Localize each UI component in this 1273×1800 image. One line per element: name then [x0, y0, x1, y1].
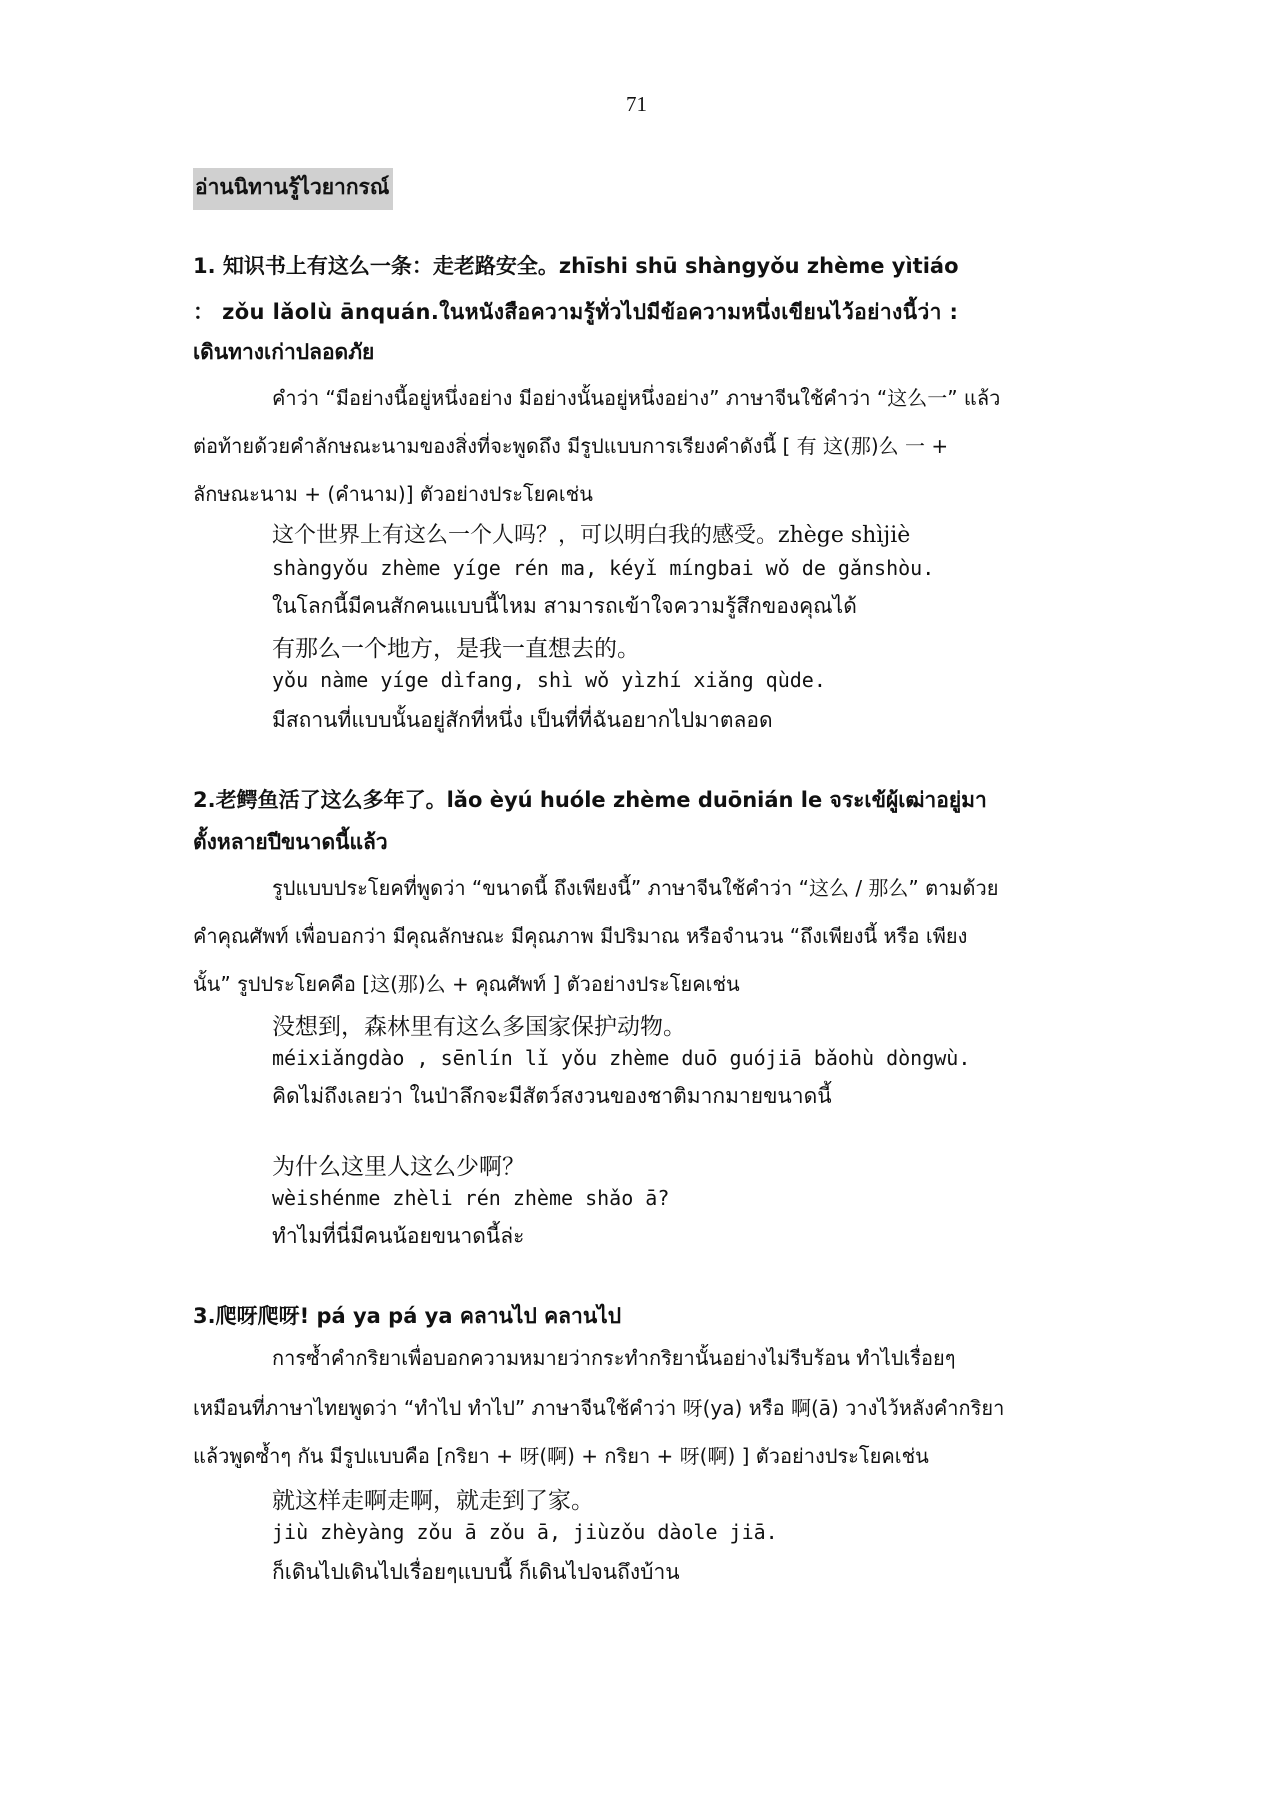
section-1-title-line-1: 1. 知识书上有这么一条：走老路安全。zhīshi shū shàngyǒu zhème yìtiáo — [193, 254, 959, 278]
section-heading: อ่านนิทานรู้ไวยากรณ์ — [193, 168, 393, 210]
section-1-title-line-2: ： zǒu lǎolù ānquán.ในหนังสือความรู้ทั่วไปมีข้อความหนึ่งเขียนไว้อย่างนี้ว่า : — [193, 300, 959, 324]
example-1-pinyin: shàngyǒu zhème yíge rén ma, kéyǐ míngbai wǒ de gǎnshòu. — [272, 556, 935, 580]
example-2-thai: มีสถานที่แบบนั้นอยู่สักที่หนึ่ง เป็นที่ที่ฉันอยากไปมาตลอด — [272, 708, 773, 732]
section-3-explanation-line-1: การซ้ำคำกริยาเพื่อบอกความหมายว่ากระทำกริยานั้นอย่างไม่รีบร้อน ทำไปเรื่อยๆ — [272, 1346, 956, 1370]
section-2-explanation-line-2: คำคุณศัพท์ เพื่อบอกว่า มีคุณลักษณะ มีคุณภาพ มีปริมาณ หรือจำนวน “ถึงเพียงนี้ หรือ เพียง — [193, 924, 968, 948]
section-2-title-line-1: 2.老鳄鱼活了这么多年了。lǎo èyú huóle zhème duōnián le จระเข้ผู้เฒ่าอยู่มา — [193, 788, 987, 812]
section-3-explanation-line-2: เหมือนที่ภาษาไทยพูดว่า “ทำไป ทำไป” ภาษาจีนใช้คำว่า 呀(ya) หรือ 啊(ā) วางไว้หลังคำกริยา — [193, 1396, 1005, 1420]
example-5-pinyin: jiù zhèyàng zǒu ā zǒu ā, jiùzǒu dàole jiā. — [272, 1520, 778, 1544]
section-1-title-line-3: เดินทางเก่าปลอดภัย — [193, 340, 375, 364]
example-3-thai: คิดไม่ถึงเลยว่า ในป่าลึกจะมีสัตว์สงวนของชาติมากมายขนาดนี้ — [272, 1084, 832, 1108]
section-2-explanation-line-3: นั้น” รูปประโยคคือ [这(那)么 + คุณศัพท์ ] ตัวอย่างประโยคเช่น — [193, 972, 740, 996]
section-2-title-line-2: ตั้งหลายปีขนาดนี้แล้ว — [193, 830, 388, 854]
example-2-chinese: 有那么一个地方，是我一直想去的。 — [272, 636, 640, 662]
section-1-explanation-line-3: ลักษณะนาม + (คำนาม)] ตัวอย่างประโยคเช่น — [193, 482, 593, 506]
section-1-explanation-line-2: ต่อท้ายด้วยคำลักษณะนามของสิ่งที่จะพูดถึง มีรูปแบบการเรียงคำดังนี้ [ 有 这(那)么 一 + — [193, 434, 949, 458]
example-1-chinese: 这个世界上有这么一个人吗？，可以明白我的感受。zhège shìjiè — [272, 523, 911, 548]
example-5-thai: ก็เดินไปเดินไปเรื่อยๆแบบนี้ ก็เดินไปจนถึงบ้าน — [272, 1560, 680, 1584]
example-4-thai: ทำไมที่นี่มีคนน้อยขนาดนี้ล่ะ — [272, 1224, 525, 1248]
page-number: 71 — [626, 92, 647, 116]
example-5-chinese: 就这样走啊走啊，就走到了家。 — [272, 1488, 594, 1514]
section-3-explanation-line-3: แล้วพูดซ้ำๆ กัน มีรูปแบบคือ [กริยา + 呀(啊) + กริยา + 呀(啊) ] ตัวอย่างประโยคเช่น — [193, 1444, 929, 1468]
example-3-chinese: 没想到，森林里有这么多国家保护动物。 — [272, 1014, 686, 1040]
section-1-explanation-line-1: คำว่า “มีอย่างนี้อยู่หนึ่งอย่าง มีอย่างนั้นอยู่หนึ่งอย่าง” ภาษาจีนใช้คำว่า “这么一” แล้ว — [272, 386, 1001, 410]
example-4-pinyin: wèishénme zhèli rén zhème shǎo ā? — [272, 1186, 670, 1210]
example-3-pinyin: méixiǎngdào , sēnlín lǐ yǒu zhème duō guójiā bǎohù dòngwù. — [272, 1046, 971, 1070]
example-4-chinese: 为什么这里人这么少啊？ — [272, 1154, 525, 1180]
example-1-thai: ในโลกนี้มีคนสักคนแบบนี้ไหม สามารถเข้าใจความรู้สึกของคุณได้ — [272, 594, 857, 618]
section-2-explanation-line-1: รูปแบบประโยคที่พูดว่า “ขนาดนี้ ถึงเพียงนี้” ภาษาจีนใช้คำว่า “这么 / 那么” ตามด้วย — [272, 876, 999, 900]
section-3-title: 3.爬呀爬呀! pá ya pá ya คลานไป คลานไป — [193, 1304, 622, 1328]
example-2-pinyin: yǒu nàme yíge dìfang, shì wǒ yìzhí xiǎng qùde. — [272, 668, 826, 692]
